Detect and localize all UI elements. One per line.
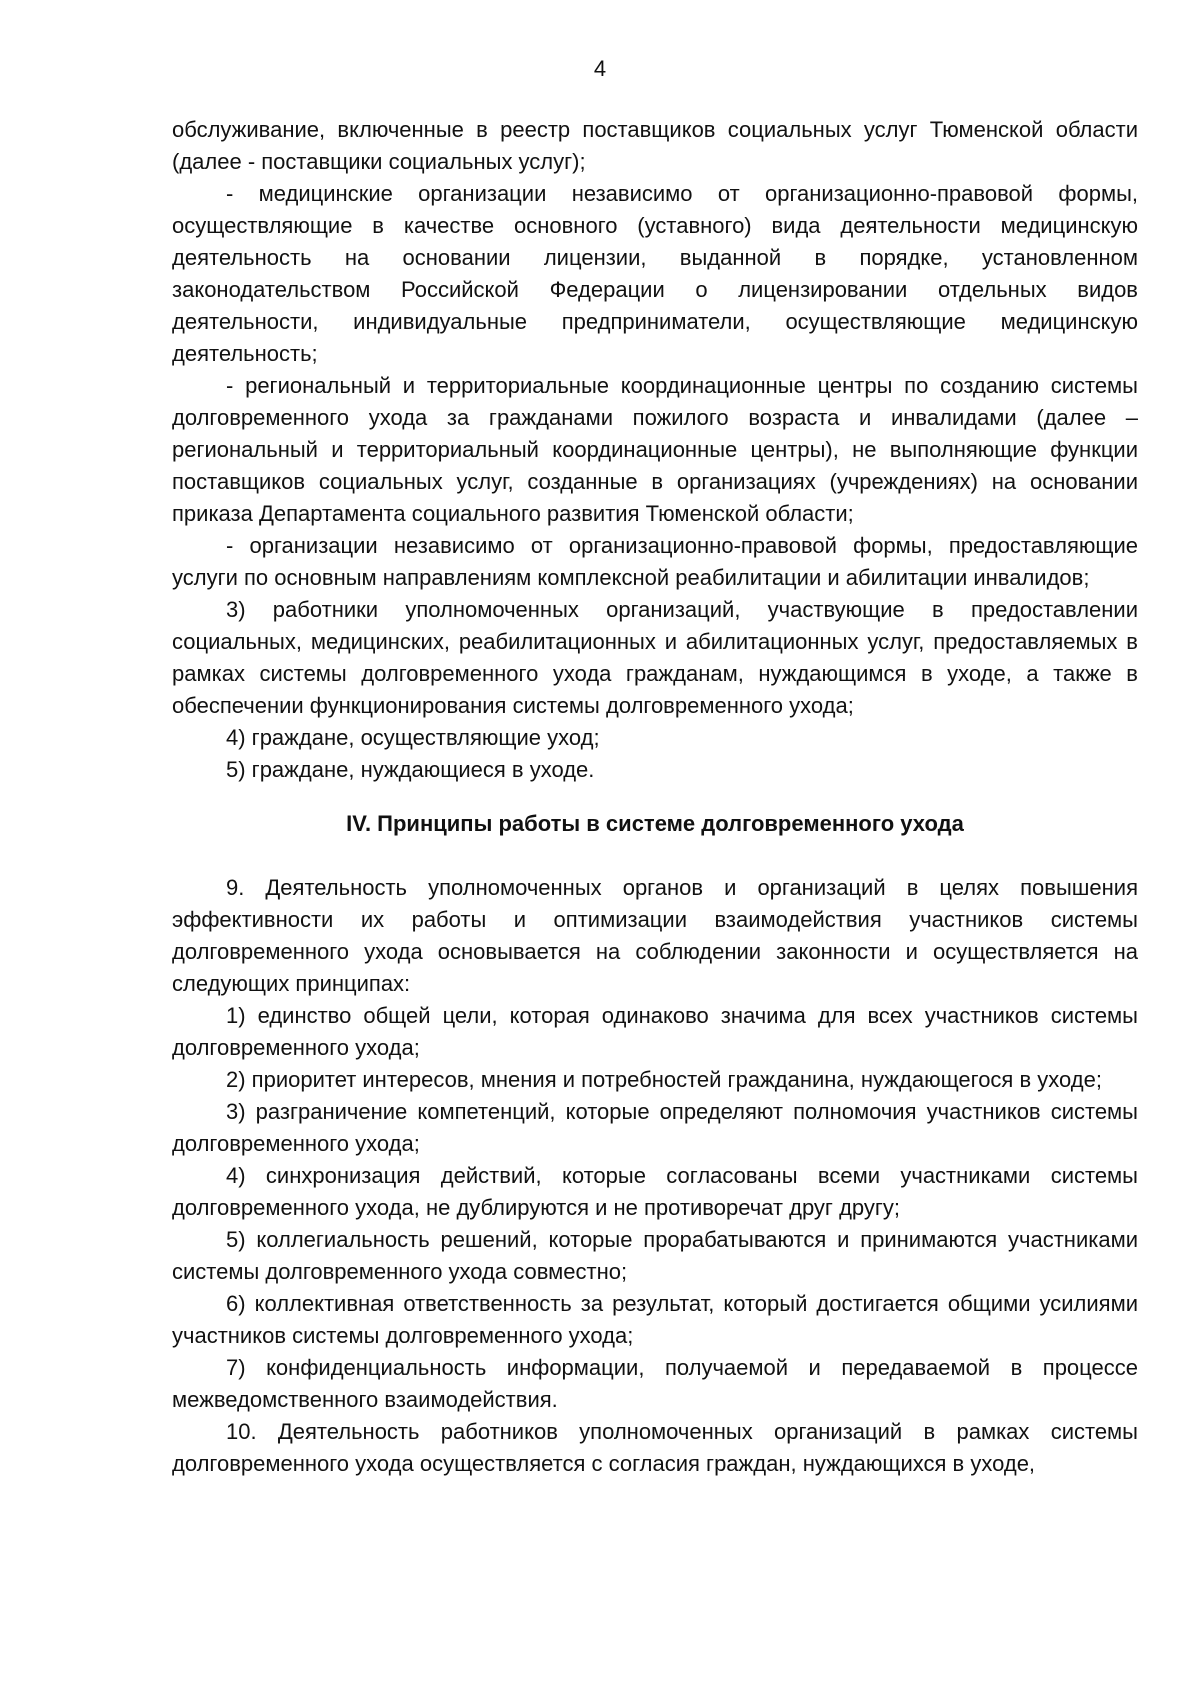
paragraph: - организации независимо от организационно-правовой формы, предоставляющие услуги по основным направлениям комплексной реабилитации и абилитации инвалидов; <box>172 533 1138 590</box>
paragraph: 6) коллективная ответственность за результат, который достигается общими усилиями участников системы долговременного ухода; <box>172 1291 1138 1348</box>
document-body <box>172 114 1138 1480</box>
paragraph: обслуживание, включенные в реестр поставщиков социальных услуг Тюменской области (далее - поставщики социальных услуг); <box>172 117 1138 174</box>
page-number: 4 <box>593 56 607 81</box>
paragraph: - медицинские организации независимо от организационно-правовой формы, осуществляющие в качестве основного (уставного) вида деятельности медицинскую деятельность на основании лицензии, выданной в порядке, установленном законодательством Российской Федерации о лицензировании отдельных видов деятельности, индивидуальные предприниматели, осуществляющие медицинскую деятельность; <box>172 181 1138 366</box>
paragraph: - региональный и территориальные координационные центры по созданию системы долговременного ухода за гражданами пожилого возраста и инвалидами (далее – региональный и территориальный координационные центры), не выполняющие функции поставщиков социальных услуг, созданные в организациях (учреждениях) на основании приказа Департамента социального развития Тюменской области; <box>172 373 1138 526</box>
paragraph: 5) граждане, нуждающиеся в уходе. <box>226 757 595 782</box>
paragraph: 3) разграничение компетенций, которые определяют полномочия участников системы долговременного ухода; <box>172 1099 1138 1156</box>
paragraph: 4) граждане, осуществляющие уход; <box>226 725 600 750</box>
paragraph: 9. Деятельность уполномоченных органов и организаций в целях повышения эффективности их работы и оптимизации взаимодействия участников системы долговременного ухода основывается на соблюдении законности и осуществляется на следующих принципах: <box>172 875 1138 996</box>
paragraph: 3) работники уполномоченных организаций, участвующие в предоставлении социальных, медицинских, реабилитационных и абилитационных услуг, предоставляемых в рамках системы долговременного ухода гражданам, нуждающимся в уходе, а также в обеспечении функционирования системы долговременного ухода; <box>172 597 1138 718</box>
section-heading: IV. Принципы работы в системе долговременного ухода <box>346 811 964 836</box>
paragraph: 10. Деятельность работников уполномоченных организаций в рамках системы долговременного ухода осуществляется с согласия граждан, нуждающихся в уходе, <box>172 1419 1138 1476</box>
paragraph: 1) единство общей цели, которая одинаково значима для всех участников системы долговременного ухода; <box>172 1003 1138 1060</box>
paragraph: 5) коллегиальность решений, которые прорабатываются и принимаются участниками системы долговременного ухода совместно; <box>172 1227 1138 1284</box>
paragraph: 2) приоритет интересов, мнения и потребностей гражданина, нуждающегося в уходе; <box>226 1067 1102 1092</box>
paragraph: 7) конфиденциальность информации, получаемой и передаваемой в процессе межведомственного взаимодействия. <box>172 1355 1138 1412</box>
paragraph: 4) синхронизация действий, которые согласованы всеми участниками системы долговременного ухода, не дублируются и не противоречат друг другу; <box>172 1163 1138 1220</box>
